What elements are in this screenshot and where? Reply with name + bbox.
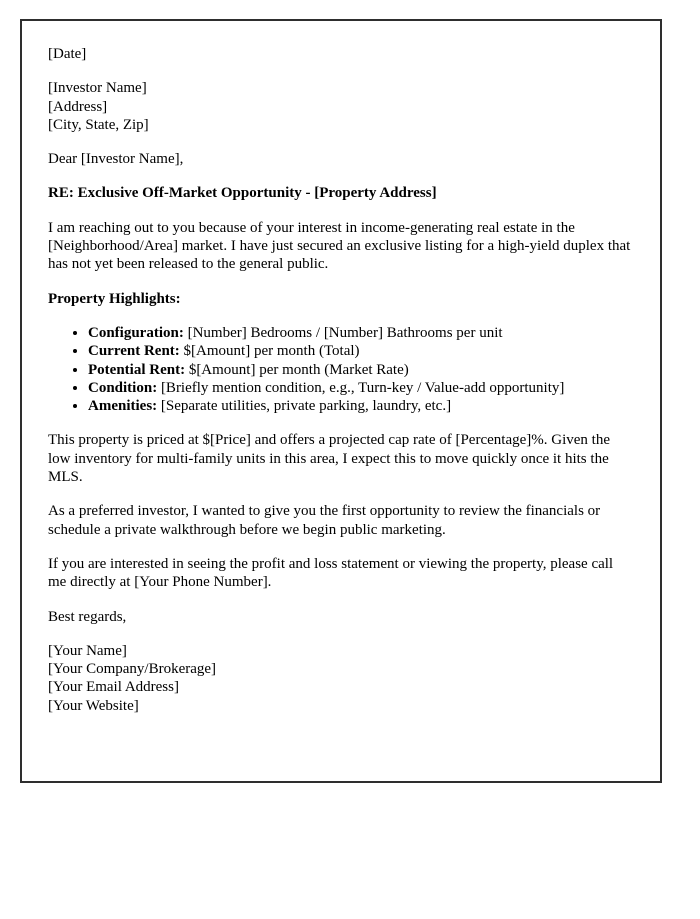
list-item-configuration — [88, 324, 632, 342]
letter-document — [20, 19, 662, 783]
list-item-amenities — [88, 397, 632, 415]
recipient-block — [48, 79, 632, 134]
highlight-value: [Separate utilities, private parking, laundry, etc.] — [160, 398, 452, 415]
list-item-current-rent — [88, 342, 632, 360]
recipient-name: [Investor Name] — [48, 80, 147, 97]
signature-company: [Your Company/Brokerage] — [48, 661, 217, 678]
cta-paragraph: If you are interested in seeing the profit and loss statement or viewing the property, please call me directly at [Your Phone Number]. — [48, 555, 614, 591]
salutation: Dear [Investor Name], — [48, 151, 184, 168]
highlight-value: [Number] Bedrooms / [Number] Bathrooms per unit — [187, 324, 503, 341]
highlights-heading: Property Highlights: — [48, 290, 181, 307]
pricing-paragraph: This property is priced at $[Price] and offers a projected cap rate of [Percentage]%. Given the low inventory for multi-family units in this area, I expect this to move quickly once it hits the MLS. — [48, 432, 610, 486]
highlight-label: Configuration: — [88, 324, 184, 341]
highlight-label: Current Rent: — [88, 343, 180, 360]
highlights-list — [48, 324, 632, 415]
recipient-address: [Address] — [48, 98, 108, 115]
signature-name: [Your Name] — [48, 642, 127, 659]
closing: Best regards, — [48, 608, 127, 625]
highlight-value: [Briefly mention condition, e.g., Turn-key / Value-add opportunity] — [160, 379, 565, 396]
highlight-label: Amenities: — [88, 398, 158, 415]
signature-block — [48, 642, 632, 715]
preferred-investor-paragraph: As a preferred investor, I wanted to give you the first opportunity to review the financials or schedule a private walkthrough before we begin public marketing. — [48, 503, 601, 538]
highlight-label: Condition: — [88, 379, 158, 396]
list-item-potential-rent — [88, 361, 632, 379]
highlight-value: $[Amount] per month (Market Rate) — [188, 361, 409, 378]
highlight-label: Potential Rent: — [88, 361, 186, 378]
subject-line: RE: Exclusive Off-Market Opportunity - [Property Address] — [48, 185, 437, 202]
signature-email: [Your Email Address] — [48, 679, 179, 696]
date-line: [Date] — [48, 46, 87, 62]
highlight-value: $[Amount] per month (Total) — [183, 343, 360, 360]
list-item-condition — [88, 379, 632, 397]
signature-website: [Your Website] — [48, 697, 139, 714]
recipient-city-state-zip: [City, State, Zip] — [48, 116, 149, 133]
intro-paragraph: I am reaching out to you because of your interest in income-generating real estate in the [Neighborhood/Area] market. I have just secured an exclusive listing for a high-yield duplex that has not yet been released to the general public. — [48, 219, 631, 273]
